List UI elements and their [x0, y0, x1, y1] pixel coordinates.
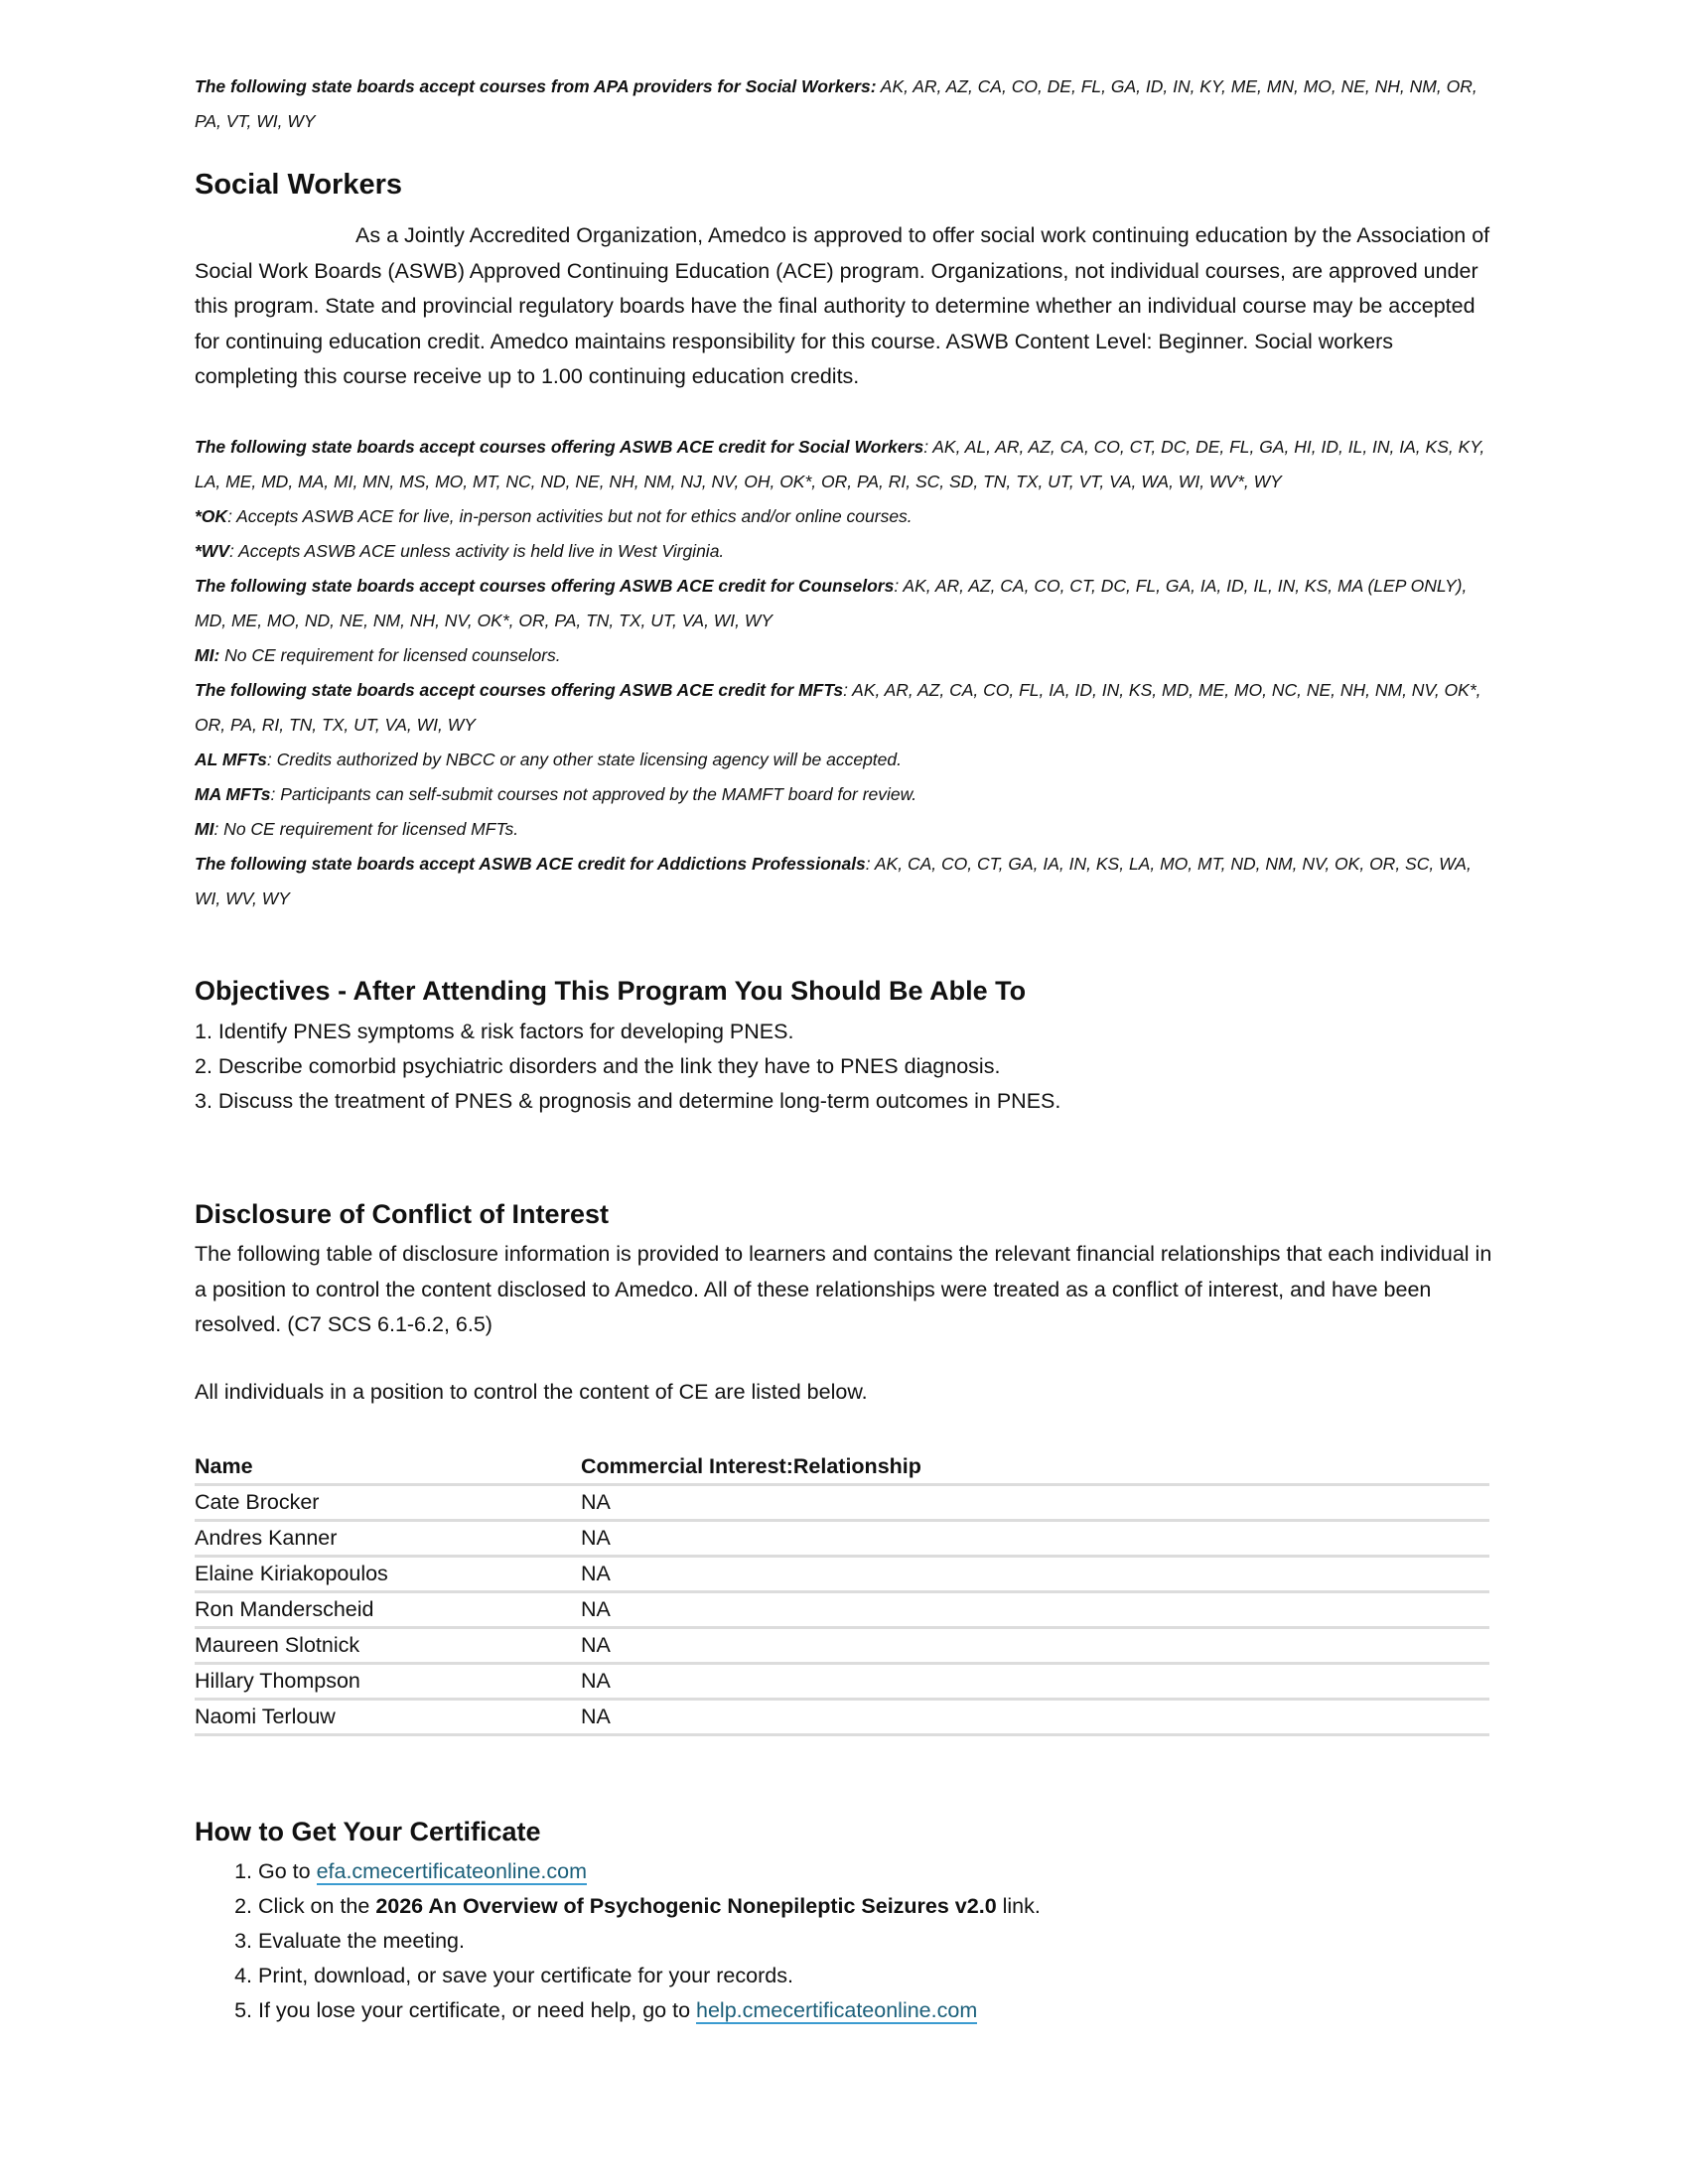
- aswb-note: The following state boards accept courses offering ASWB ACE credit for Counselors: AK, AR, AZ, CA, CO, CT, DC, FL, GA, IA, ID, IL, IN, KS, MA (LEP ONLY), MD, ME, MO, ND, NE, NM, NH, NV, OK*, OR, PA, TN, TX, UT, VA, WI, WY: [195, 576, 1468, 630]
- disclosure-paragraph: The following table of disclosure information is provided to learners and contains the relevant financial relationships that each individual in a position to control the content disclosed to Amedco. All of these relationships were treated as a conflict of interest, and have been resolved. (C7 SCS 6.1-6.2, 6.5): [195, 1242, 1492, 1336]
- cell-name: Andres Kanner: [195, 1521, 581, 1557]
- cell-relationship: NA: [581, 1628, 1489, 1664]
- table-row: [195, 1664, 1489, 1700]
- cell-relationship: NA: [581, 1700, 1489, 1735]
- certificate-heading: How to Get Your Certificate: [195, 1817, 541, 1846]
- disclosure-heading: Disclosure of Conflict of Interest: [195, 1199, 610, 1229]
- aswb-note: The following state boards accept courses offering ASWB ACE credit for MFTs: AK, AR, AZ, CA, CO, FL, IA, ID, IN, KS, MD, ME, MO, NC, NE, NH, NM, NV, OK*, OR, PA, RI, TN, TX, UT, VA, WI, WY: [195, 680, 1481, 735]
- table-row: [195, 1628, 1489, 1664]
- aswb-note: *OK: Accepts ASWB ACE for live, in-person activities but not for ethics and/or online courses.: [195, 506, 913, 526]
- cell-relationship: NA: [581, 1557, 1489, 1592]
- disclosure-table: [195, 1443, 1489, 1736]
- table-row: [195, 1700, 1489, 1735]
- aswb-note: MA MFTs: Participants can self-submit courses not approved by the MAMFT board for review.: [195, 784, 917, 804]
- objective-item: 3. Discuss the treatment of PNES & prognosis and determine long-term outcomes in PNES.: [195, 1089, 1061, 1113]
- table-row: [195, 1592, 1489, 1628]
- certificate-step: 5. If you lose your certificate, or need help, go to help.cmecertificateonline.com: [258, 1993, 1041, 2028]
- cell-relationship: NA: [581, 1592, 1489, 1628]
- apa-note-states: AK, AR, AZ, CA, CO, DE, FL, GA, ID, IN, KY, ME, MN, MO, NE, NH, NM, OR, PA, VT, WI, WY: [195, 76, 1477, 131]
- help-site-link[interactable]: help.cmecertificateonline.com: [696, 1998, 978, 2022]
- table-header-row: [195, 1443, 1489, 1485]
- certificate-site-link[interactable]: efa.cmecertificateonline.com: [316, 1859, 588, 1883]
- aswb-note: The following state boards accept ASWB ACE credit for Addictions Professionals: AK, CA, CO, CT, GA, IA, IN, KS, LA, MO, MT, ND, NM, NV, OK, OR, SC, WA, WI, WV, WY: [195, 854, 1472, 908]
- objective-item: 1. Identify PNES symptoms & risk factors for developing PNES.: [195, 1020, 794, 1043]
- cell-relationship: NA: [581, 1485, 1489, 1521]
- course-title: 2026 An Overview of Psychogenic Nonepileptic Seizures v2.0: [375, 1894, 997, 1918]
- certificate-steps: [195, 1854, 1041, 2028]
- objectives-heading: Objectives - After Attending This Program You Should Be Able To: [195, 976, 1027, 1006]
- aswb-note: MI: No CE requirement for licensed counselors.: [195, 645, 561, 665]
- cell-name: Maureen Slotnick: [195, 1628, 581, 1664]
- column-header-name: Name: [195, 1454, 253, 1478]
- apa-social-workers-note: [195, 69, 1495, 139]
- aswb-notes: [195, 430, 1495, 916]
- table-row: [195, 1485, 1489, 1521]
- certificate-step: 1. Go to efa.cmecertificateonline.com: [258, 1854, 1041, 1889]
- cell-name: Cate Brocker: [195, 1485, 581, 1521]
- column-header-relationship: Commercial Interest:Relationship: [581, 1454, 921, 1478]
- social-workers-heading: Social Workers: [195, 169, 403, 201]
- cell-relationship: NA: [581, 1521, 1489, 1557]
- disclosure-note: All individuals in a position to control the content of CE are listed below.: [195, 1380, 868, 1404]
- table-row: [195, 1521, 1489, 1557]
- certificate-step: 4. Print, download, or save your certificate for your records.: [258, 1959, 1041, 1993]
- cell-name: Hillary Thompson: [195, 1664, 581, 1700]
- aswb-note: MI: No CE requirement for licensed MFTs.: [195, 819, 519, 839]
- cell-name: Naomi Terlouw: [195, 1700, 581, 1735]
- aswb-note: The following state boards accept courses offering ASWB ACE credit for Social Workers: AK, AL, AR, AZ, CA, CO, CT, DC, DE, FL, GA, HI, ID, IL, IN, IA, KS, KY, LA, ME, MD, MA, MI, MN, MS, MO, MT, NC, ND, NE, NH, NM, NJ, NV, OH, OK*, OR, PA, RI, SC, SD, TN, TX, UT, VT, VA, WA, WI, WV*, WY: [195, 437, 1485, 491]
- certificate-step: 3. Evaluate the meeting.: [258, 1924, 1041, 1959]
- social-workers-paragraph: As a Jointly Accredited Organization, Amedco is approved to offer social work continuing education by the Association of Social Work Boards (ASWB) Approved Continuing Education (ACE) program. Organizations, not individual courses, are approved under this program. State and provincial regulatory boards have the final authority to determine whether an individual course may be accepted for continuing education credit. Amedco maintains responsibility for this course. ASWB Content Level: Beginner. Social workers completing this course receive up to 1.00 continuing education credits.: [195, 223, 1490, 388]
- cell-name: Ron Manderscheid: [195, 1592, 581, 1628]
- aswb-note: AL MFTs: Credits authorized by NBCC or any other state licensing agency will be accepted.: [195, 750, 902, 769]
- cell-name: Elaine Kiriakopoulos: [195, 1557, 581, 1592]
- apa-note-label: The following state boards accept courses from APA providers for Social Workers:: [195, 76, 877, 96]
- objective-item: 2. Describe comorbid psychiatric disorders and the link they have to PNES diagnosis.: [195, 1054, 1001, 1078]
- table-row: [195, 1557, 1489, 1592]
- objectives-list: [195, 1015, 1060, 1119]
- certificate-step: 2. Click on the 2026 An Overview of Psychogenic Nonepileptic Seizures v2.0 link.: [258, 1889, 1041, 1924]
- aswb-note: *WV: Accepts ASWB ACE unless activity is held live in West Virginia.: [195, 541, 725, 561]
- cell-relationship: NA: [581, 1664, 1489, 1700]
